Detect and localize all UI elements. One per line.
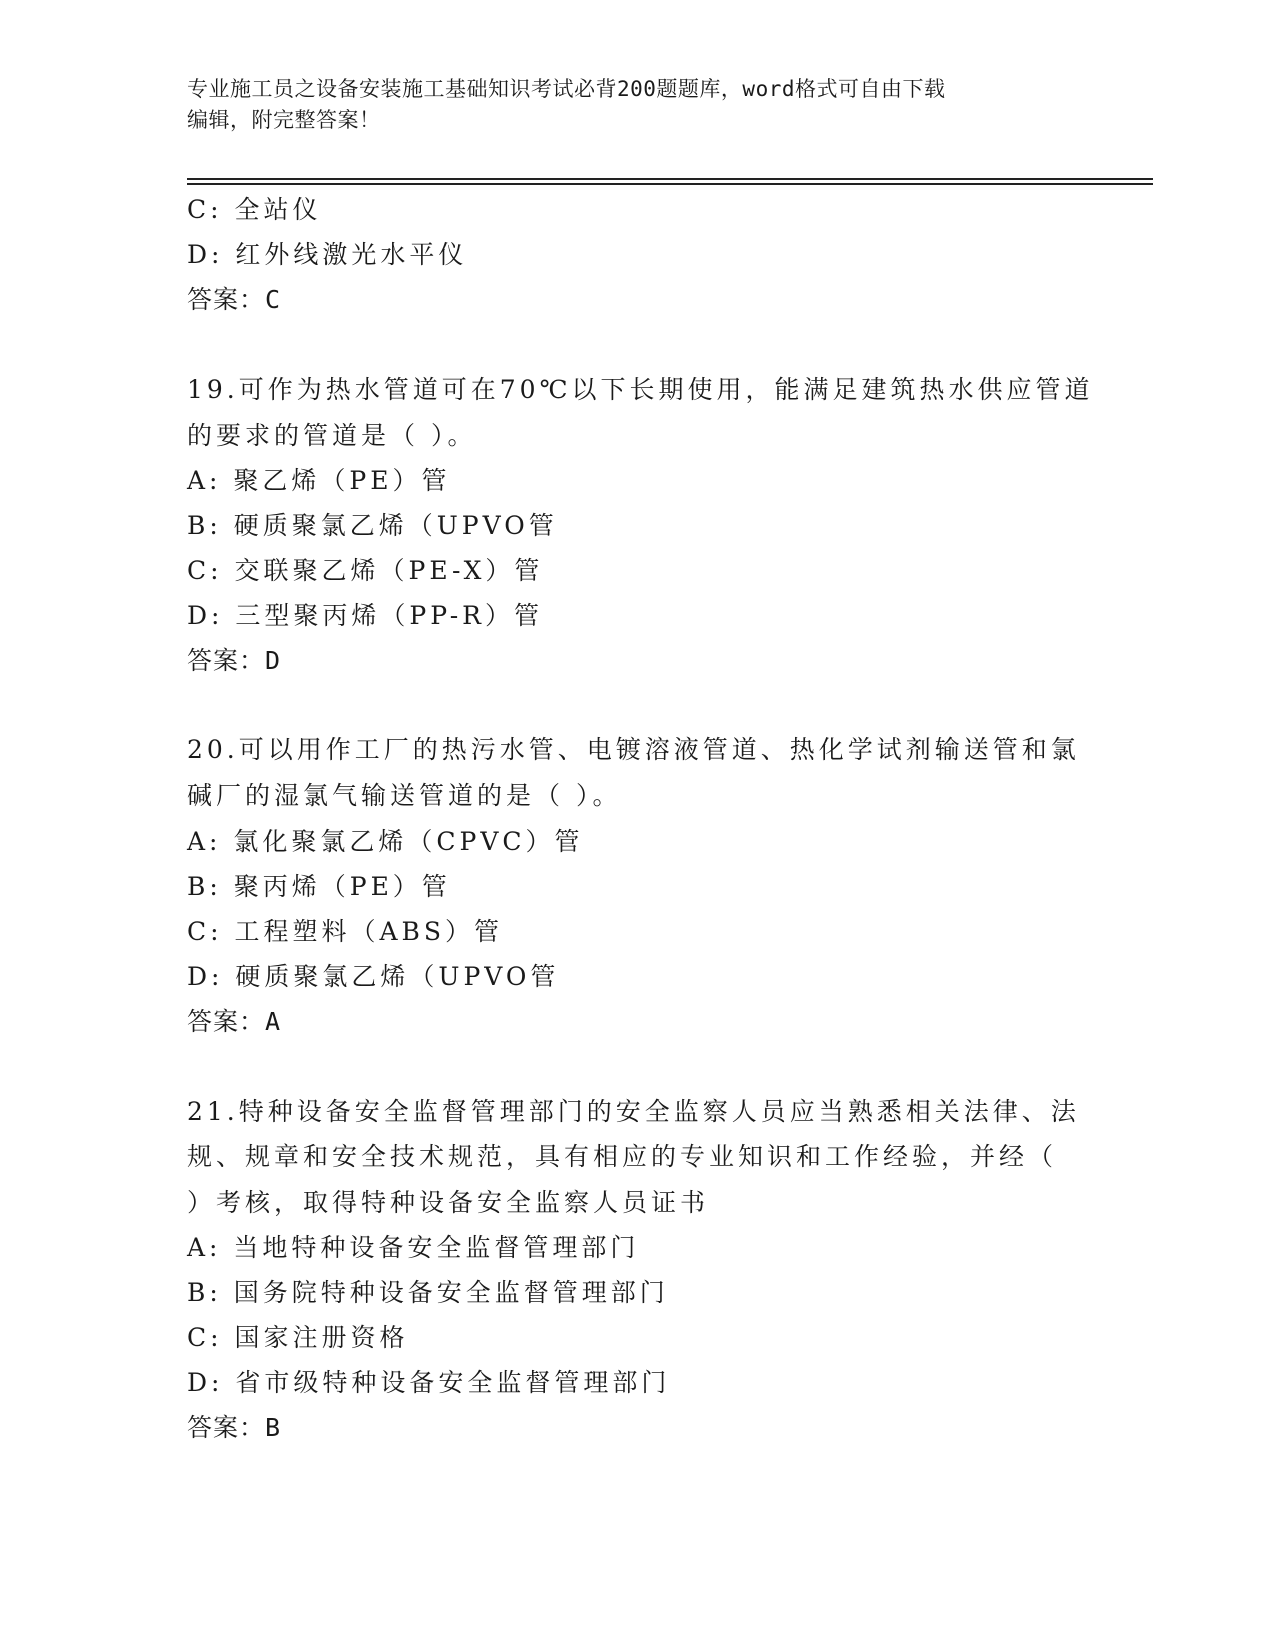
- q20-answer: 答案：A: [187, 1007, 282, 1036]
- q21-stem-line-2: 规、规章和安全技术规范，具有相应的专业知识和工作经验，并经（: [187, 1142, 1058, 1171]
- q21-option-c: C: 国家注册资格: [187, 1323, 409, 1352]
- document-header: [187, 74, 1087, 136]
- q19-option-b: B: 硬质聚氯乙烯（UPVO管: [187, 511, 558, 540]
- q18-answer: 答案：C: [187, 285, 282, 314]
- q19-option-d: D: 三型聚丙烯（PP-R）管: [187, 601, 543, 630]
- header-title-line-2: 编辑，附完整答案！: [187, 108, 381, 132]
- q19-option-a: A: 聚乙烯（PE）管: [187, 466, 451, 495]
- header-divider-top: [187, 178, 1153, 180]
- q21-answer: 答案：B: [187, 1413, 282, 1442]
- header-title-line-1: 专业施工员之设备安装施工基础知识考试必背200题题库，word格式可自由下载: [187, 77, 946, 101]
- q20-stem-line-2: 碱厂的湿氯气输送管道的是（ ）。: [187, 781, 622, 810]
- q19-stem-line-2: 的要求的管道是（ ）。: [187, 421, 477, 450]
- q20-option-a: A: 氯化聚氯乙烯（CPVC）管: [187, 827, 584, 856]
- q21-stem-line-1: 21.特种设备安全监督管理部门的安全监察人员应当熟悉相关法律、法: [187, 1097, 1080, 1126]
- q21-option-b: B: 国务院特种设备安全监督管理部门: [187, 1278, 669, 1307]
- q19-stem-line-1: 19.可作为热水管道可在70℃以下长期使用，能满足建筑热水供应管道: [187, 375, 1094, 404]
- q21-stem-line-3: ）考核，取得特种设备安全监察人员证书: [187, 1188, 710, 1217]
- q21-option-d: D: 省市级特种设备安全监督管理部门: [187, 1368, 671, 1397]
- q20-stem-line-1: 20.可以用作工厂的热污水管、电镀溶液管道、热化学试剂输送管和氯: [187, 735, 1080, 764]
- q19-option-c: C: 交联聚乙烯（PE-X）管: [187, 556, 544, 585]
- q18-option-c: C: 全站仪: [187, 195, 322, 224]
- q20-option-c: C: 工程塑料（ABS）管: [187, 917, 504, 946]
- q21-option-a: A: 当地特种设备安全监督管理部门: [187, 1233, 640, 1262]
- q20-option-b: B: 聚丙烯（PE）管: [187, 872, 451, 901]
- q18-option-d: D: 红外线激光水平仪: [187, 240, 468, 269]
- header-divider-bottom: [187, 183, 1153, 185]
- q19-answer: 答案：D: [187, 646, 282, 675]
- q20-option-d: D: 硬质聚氯乙烯（UPVO管: [187, 962, 560, 991]
